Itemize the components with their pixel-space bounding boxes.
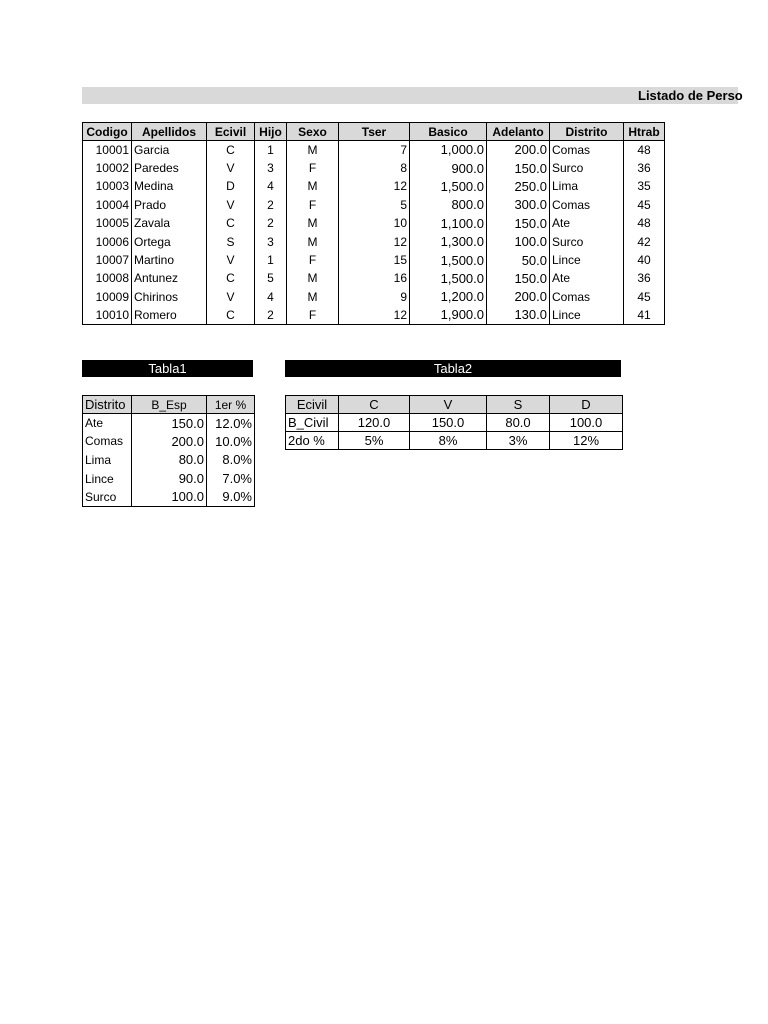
cell-htrab: 36 [624, 269, 665, 287]
cell-tser: 15 [339, 251, 410, 269]
cell-distrito: Surco [550, 232, 624, 250]
tabla2-body [286, 414, 623, 450]
tabla1-col-b-esp: B_Esp [132, 396, 207, 414]
cell-hijo: 4 [255, 288, 287, 306]
cell-htrab: 45 [624, 196, 665, 214]
tabla1-cell-distrito: Comas [83, 432, 132, 451]
cell-ecivil: C [207, 269, 255, 287]
cell-codigo: 10001 [83, 141, 132, 159]
cell-ecivil: V [207, 251, 255, 269]
cell-hijo: 3 [255, 159, 287, 177]
col-header-codigo: Codigo [83, 123, 132, 141]
tabla2-col-s: S [487, 396, 550, 414]
cell-tser: 8 [339, 159, 410, 177]
cell-ecivil: V [207, 288, 255, 306]
tabla1-row [83, 451, 255, 470]
cell-codigo: 10007 [83, 251, 132, 269]
table-row [83, 214, 665, 232]
cell-ecivil: V [207, 196, 255, 214]
cell-basico: 900.0 [410, 159, 487, 177]
cell-ecivil: S [207, 232, 255, 250]
cell-basico: 1,900.0 [410, 306, 487, 324]
cell-sexo: F [287, 306, 339, 324]
tabla1-cell-1er-pct: 12.0% [207, 414, 255, 433]
cell-tser: 9 [339, 288, 410, 306]
col-header-hijo: Hijo [255, 123, 287, 141]
tabla1-cell-b-esp: 80.0 [132, 451, 207, 470]
tabla2 [285, 395, 623, 450]
col-header-sexo: Sexo [287, 123, 339, 141]
table-row [83, 177, 665, 195]
page-title: Listado de Perso [638, 88, 743, 103]
cell-htrab: 36 [624, 159, 665, 177]
cell-apellidos: Chirinos [132, 288, 207, 306]
col-header-tser: Tser [339, 123, 410, 141]
cell-htrab: 41 [624, 306, 665, 324]
cell-codigo: 10004 [83, 196, 132, 214]
cell-adelanto: 150.0 [487, 214, 550, 232]
tabla1-cell-1er-pct: 9.0% [207, 488, 255, 507]
cell-distrito: Lince [550, 306, 624, 324]
cell-apellidos: Zavala [132, 214, 207, 232]
table-row [83, 232, 665, 250]
cell-tser: 5 [339, 196, 410, 214]
personnel-table [82, 122, 665, 325]
tabla2-cell-s: 3% [487, 432, 550, 450]
cell-hijo: 2 [255, 196, 287, 214]
tabla1-body [83, 414, 255, 507]
cell-adelanto: 300.0 [487, 196, 550, 214]
tabla2-row [286, 432, 623, 450]
cell-hijo: 2 [255, 306, 287, 324]
tabla2-col-ecivil: Ecivil [286, 396, 339, 414]
cell-tser: 16 [339, 269, 410, 287]
cell-adelanto: 200.0 [487, 288, 550, 306]
tabla2-cell-d: 100.0 [550, 414, 623, 432]
cell-ecivil: V [207, 159, 255, 177]
tabla2-row [286, 414, 623, 432]
col-header-apellidos: Apellidos [132, 123, 207, 141]
cell-codigo: 10003 [83, 177, 132, 195]
cell-apellidos: Garcia [132, 141, 207, 159]
tabla1-cell-distrito: Ate [83, 414, 132, 433]
cell-distrito: Ate [550, 269, 624, 287]
table-row [83, 159, 665, 177]
cell-apellidos: Martino [132, 251, 207, 269]
cell-basico: 1,000.0 [410, 141, 487, 159]
cell-codigo: 10002 [83, 159, 132, 177]
tabla2-cell-d: 12% [550, 432, 623, 450]
cell-apellidos: Romero [132, 306, 207, 324]
cell-sexo: F [287, 159, 339, 177]
cell-apellidos: Antunez [132, 269, 207, 287]
tabla2-cell-s: 80.0 [487, 414, 550, 432]
table-row [83, 251, 665, 269]
cell-sexo: F [287, 251, 339, 269]
cell-apellidos: Paredes [132, 159, 207, 177]
cell-codigo: 10009 [83, 288, 132, 306]
tabla1-row [83, 488, 255, 507]
cell-sexo: M [287, 232, 339, 250]
table-body [83, 141, 665, 325]
cell-sexo: M [287, 177, 339, 195]
cell-apellidos: Prado [132, 196, 207, 214]
tabla1-row [83, 432, 255, 451]
cell-tser: 7 [339, 141, 410, 159]
cell-codigo: 10010 [83, 306, 132, 324]
tabla2-cell-v: 150.0 [410, 414, 487, 432]
cell-basico: 1,200.0 [410, 288, 487, 306]
cell-adelanto: 200.0 [487, 141, 550, 159]
cell-ecivil: C [207, 141, 255, 159]
cell-htrab: 45 [624, 288, 665, 306]
tabla2-cell-label: 2do % [286, 432, 339, 450]
table-row [83, 288, 665, 306]
col-header-distrito: Distrito [550, 123, 624, 141]
tabla1-header-row [83, 396, 255, 414]
tabla1 [82, 395, 255, 507]
cell-basico: 1,500.0 [410, 269, 487, 287]
tabla2-cell-label: B_Civil [286, 414, 339, 432]
tabla1-cell-distrito: Lima [83, 451, 132, 470]
cell-hijo: 5 [255, 269, 287, 287]
cell-tser: 12 [339, 177, 410, 195]
tabla2-header: Tabla2 [285, 360, 621, 377]
cell-htrab: 48 [624, 141, 665, 159]
cell-htrab: 35 [624, 177, 665, 195]
cell-codigo: 10006 [83, 232, 132, 250]
cell-hijo: 3 [255, 232, 287, 250]
cell-htrab: 40 [624, 251, 665, 269]
cell-sexo: F [287, 196, 339, 214]
col-header-basico: Basico [410, 123, 487, 141]
cell-tser: 10 [339, 214, 410, 232]
table-row [83, 141, 665, 159]
cell-sexo: M [287, 214, 339, 232]
cell-adelanto: 150.0 [487, 159, 550, 177]
tabla1-header: Tabla1 [82, 360, 253, 377]
tabla1-cell-1er-pct: 10.0% [207, 432, 255, 451]
tabla2-col-v: V [410, 396, 487, 414]
cell-sexo: M [287, 141, 339, 159]
cell-distrito: Lima [550, 177, 624, 195]
cell-distrito: Comas [550, 288, 624, 306]
tabla1-cell-b-esp: 100.0 [132, 488, 207, 507]
cell-sexo: M [287, 269, 339, 287]
tabla1-row [83, 469, 255, 488]
title-bar [82, 87, 743, 104]
col-header-ecivil: Ecivil [207, 123, 255, 141]
tabla2-cell-v: 8% [410, 432, 487, 450]
tabla1-col-1er-pct: 1er % [207, 396, 255, 414]
cell-adelanto: 130.0 [487, 306, 550, 324]
tabla2-cell-c: 5% [339, 432, 410, 450]
tabla1-cell-b-esp: 90.0 [132, 469, 207, 488]
tabla1-cell-b-esp: 150.0 [132, 414, 207, 433]
cell-basico: 1,100.0 [410, 214, 487, 232]
tabla1-cell-distrito: Surco [83, 488, 132, 507]
tabla2-col-d: D [550, 396, 623, 414]
cell-hijo: 1 [255, 251, 287, 269]
cell-adelanto: 250.0 [487, 177, 550, 195]
cell-sexo: M [287, 288, 339, 306]
cell-basico: 1,500.0 [410, 251, 487, 269]
tabla1-cell-1er-pct: 7.0% [207, 469, 255, 488]
cell-apellidos: Ortega [132, 232, 207, 250]
cell-basico: 800.0 [410, 196, 487, 214]
cell-adelanto: 50.0 [487, 251, 550, 269]
col-header-adelanto: Adelanto [487, 123, 550, 141]
cell-codigo: 10005 [83, 214, 132, 232]
cell-distrito: Lince [550, 251, 624, 269]
table-row [83, 306, 665, 324]
cell-codigo: 10008 [83, 269, 132, 287]
tabla2-header-row [286, 396, 623, 414]
cell-ecivil: C [207, 306, 255, 324]
cell-distrito: Comas [550, 196, 624, 214]
cell-hijo: 4 [255, 177, 287, 195]
tabla1-row [83, 414, 255, 433]
table-header-row [83, 123, 665, 141]
tabla1-cell-b-esp: 200.0 [132, 432, 207, 451]
tabla1-cell-distrito: Lince [83, 469, 132, 488]
tabla2-cell-c: 120.0 [339, 414, 410, 432]
cell-apellidos: Medina [132, 177, 207, 195]
tabla2-col-c: C [339, 396, 410, 414]
cell-distrito: Comas [550, 141, 624, 159]
cell-distrito: Surco [550, 159, 624, 177]
cell-basico: 1,300.0 [410, 232, 487, 250]
cell-tser: 12 [339, 306, 410, 324]
cell-hijo: 1 [255, 141, 287, 159]
cell-adelanto: 100.0 [487, 232, 550, 250]
tabla1-col-distrito: Distrito [83, 396, 132, 414]
cell-htrab: 48 [624, 214, 665, 232]
cell-tser: 12 [339, 232, 410, 250]
tabla1-cell-1er-pct: 8.0% [207, 451, 255, 470]
cell-ecivil: D [207, 177, 255, 195]
table-row [83, 196, 665, 214]
cell-distrito: Ate [550, 214, 624, 232]
cell-htrab: 42 [624, 232, 665, 250]
cell-ecivil: C [207, 214, 255, 232]
cell-adelanto: 150.0 [487, 269, 550, 287]
cell-basico: 1,500.0 [410, 177, 487, 195]
col-header-htrab: Htrab [624, 123, 665, 141]
cell-hijo: 2 [255, 214, 287, 232]
table-row [83, 269, 665, 287]
